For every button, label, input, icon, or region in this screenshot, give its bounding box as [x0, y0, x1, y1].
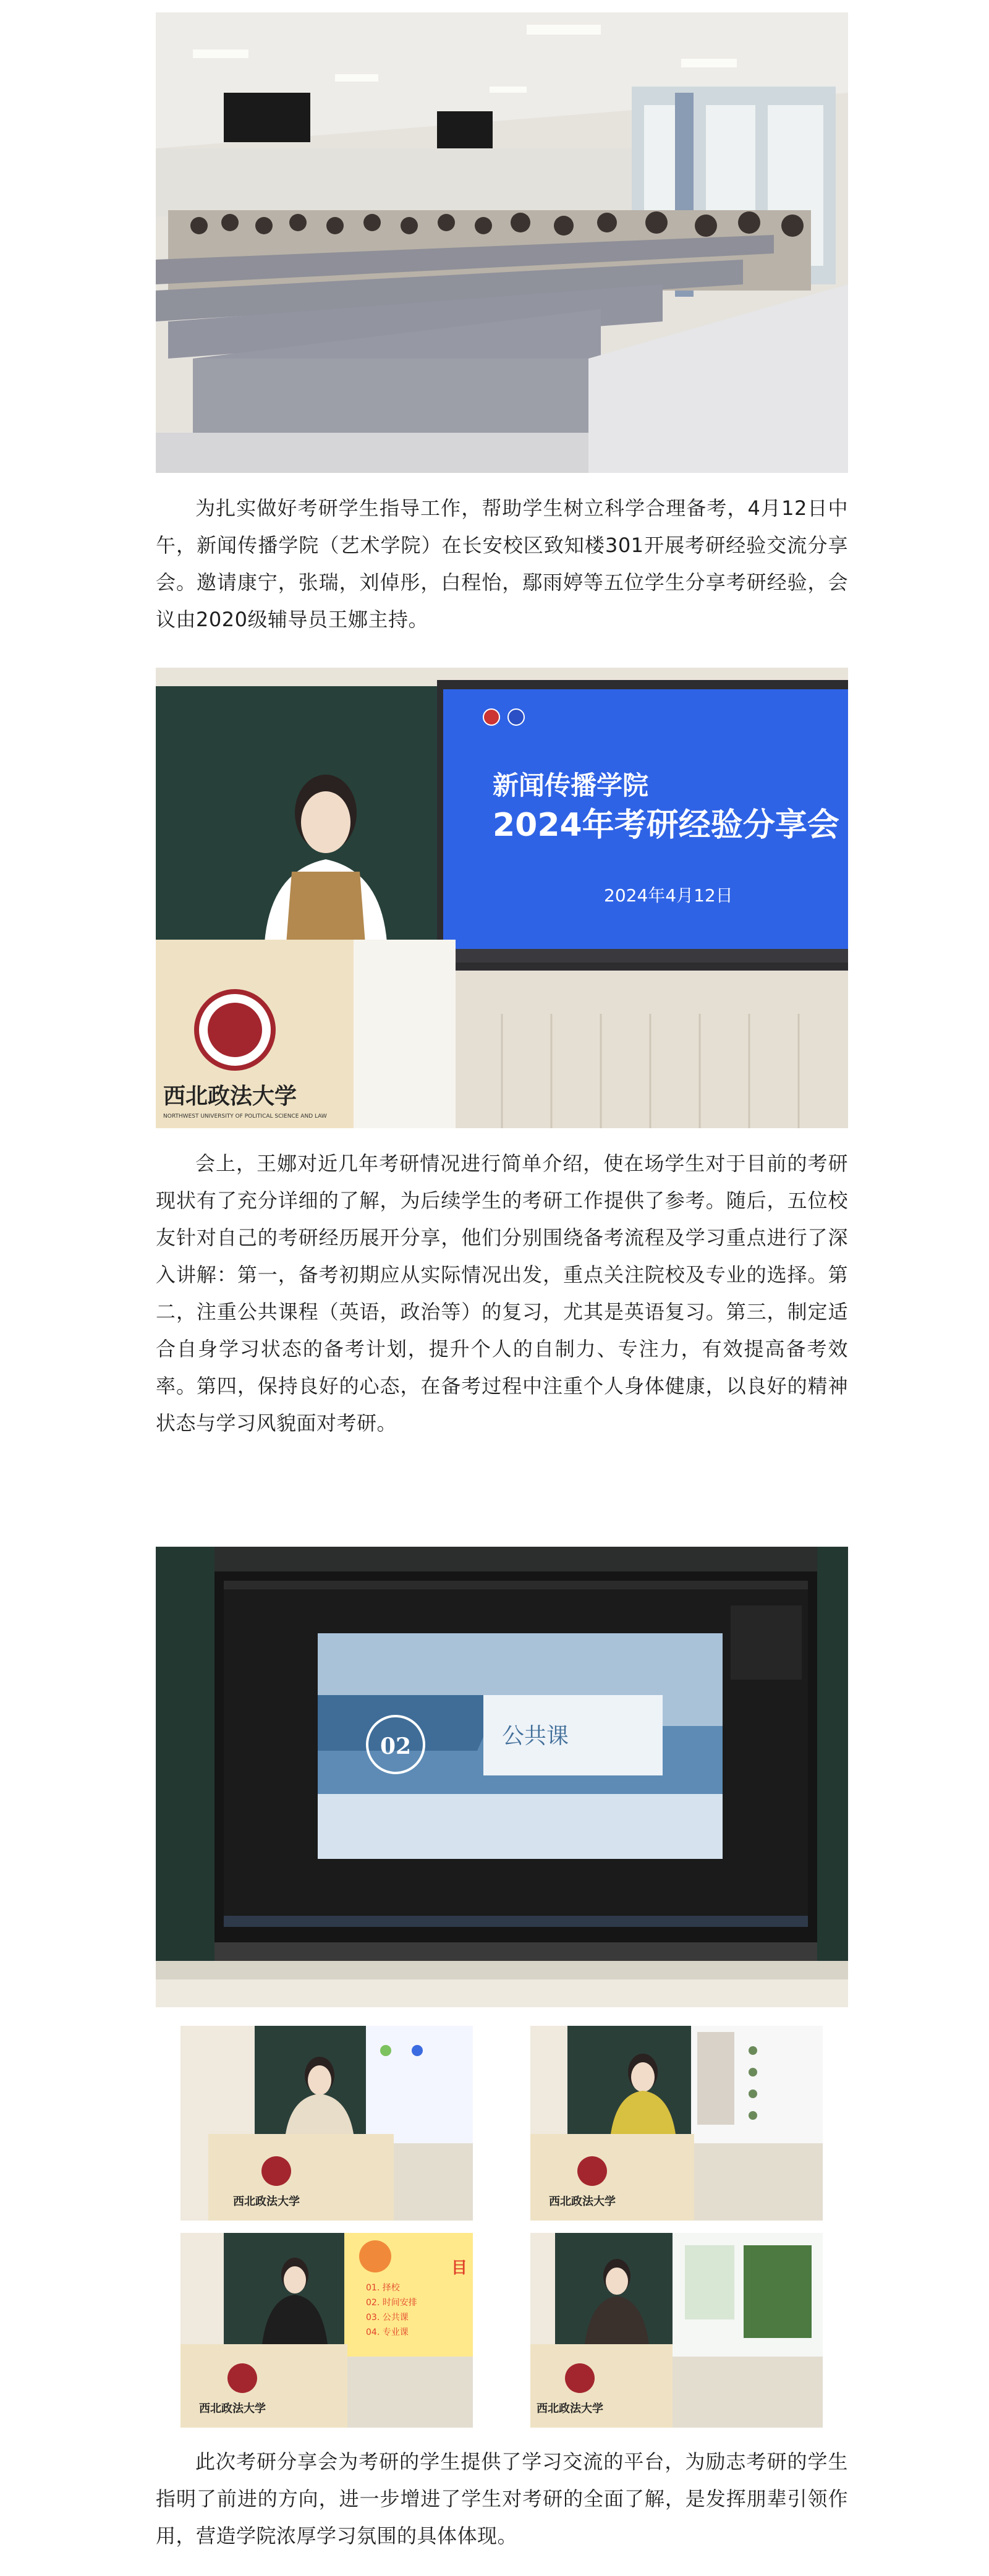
- podium-university-english: NORTHWEST UNIVERSITY OF POLITICAL SCIENCE AND LAW: [163, 1113, 327, 1120]
- paragraph-intro: 为扎实做好考研学生指导工作，帮助学生树立科学合理备考，4月12日中午，新闻传播学院（艺术学院）在长安校区致知楼301开展考研经验交流分享会。邀请康宁，张瑞，刘倬彤，白程怡，鄢雨婷等五位学生分享考研经验，会议由2020级辅导员王娜主持。: [156, 496, 848, 631]
- photo-lecture-hall: [156, 12, 848, 473]
- slide-line2: 2024年考研经验分享会: [493, 807, 839, 844]
- slide-date: 2024年4月12日: [604, 885, 733, 906]
- paragraph-conclusion: 此次考研分享会为考研的学生提供了学习交流的平台，为励志考研的学生指明了前进的方向，进一步增进了学生对考研的全面了解，是发挥朋辈引领作用，营造学院浓厚学习氛围的具体体现。: [156, 2450, 848, 2548]
- photo-host-podium: [156, 668, 848, 1128]
- thumb4-podium-name: 西北政法大学: [537, 2402, 603, 2415]
- photo-speaker-1: [180, 2026, 473, 2221]
- thumb2-podium-name: 西北政法大学: [549, 2195, 616, 2208]
- photo-speaker-2: [530, 2026, 823, 2221]
- thumb1-podium-name: 西北政法大学: [233, 2195, 300, 2208]
- paragraph-details: 会上，王娜对近几年考研情况进行简单介绍，使在场学生对于目前的考研现状有了充分详细的了解，为后续学生的考研工作提供了参考。随后，五位校友针对自己的考研经历展开分享，他们分别围绕备考流程及学习重点进行了深入讲解：第一，备考初期应从实际情况出发，重点关注院校及专业的选择。第二，注重公共课程（英语，政治等）的复习，尤其是英语复习。第三，制定适合自身学习状态的备考计划，提升个人的自制力、专注力，有效提高备考效率。第四，保持良好的心态，在备考过程中注重个人身体健康，以良好的精神状态与学习风貌面对考研。: [156, 1152, 848, 1435]
- slide-line1: 新闻传播学院: [493, 770, 649, 801]
- thumb3-item-1: 01. 择校: [366, 2283, 400, 2293]
- photo-projected-slide: [156, 1547, 848, 2007]
- slide-title: 公共课: [502, 1724, 569, 1749]
- thumb3-item-2: 02. 时间安排: [366, 2298, 417, 2308]
- thumb3-heading: 目: [451, 2259, 468, 2277]
- thumb3-podium-name: 西北政法大学: [199, 2402, 266, 2415]
- thumb3-item-4: 04. 专业课: [366, 2327, 409, 2337]
- podium-university-name: 西北政法大学: [163, 1083, 297, 1109]
- photo-speaker-3: [180, 2233, 473, 2428]
- slide-number: 02: [380, 1733, 412, 1759]
- photo-speaker-4: [530, 2233, 823, 2428]
- thumb3-item-3: 03. 公共课: [366, 2313, 409, 2323]
